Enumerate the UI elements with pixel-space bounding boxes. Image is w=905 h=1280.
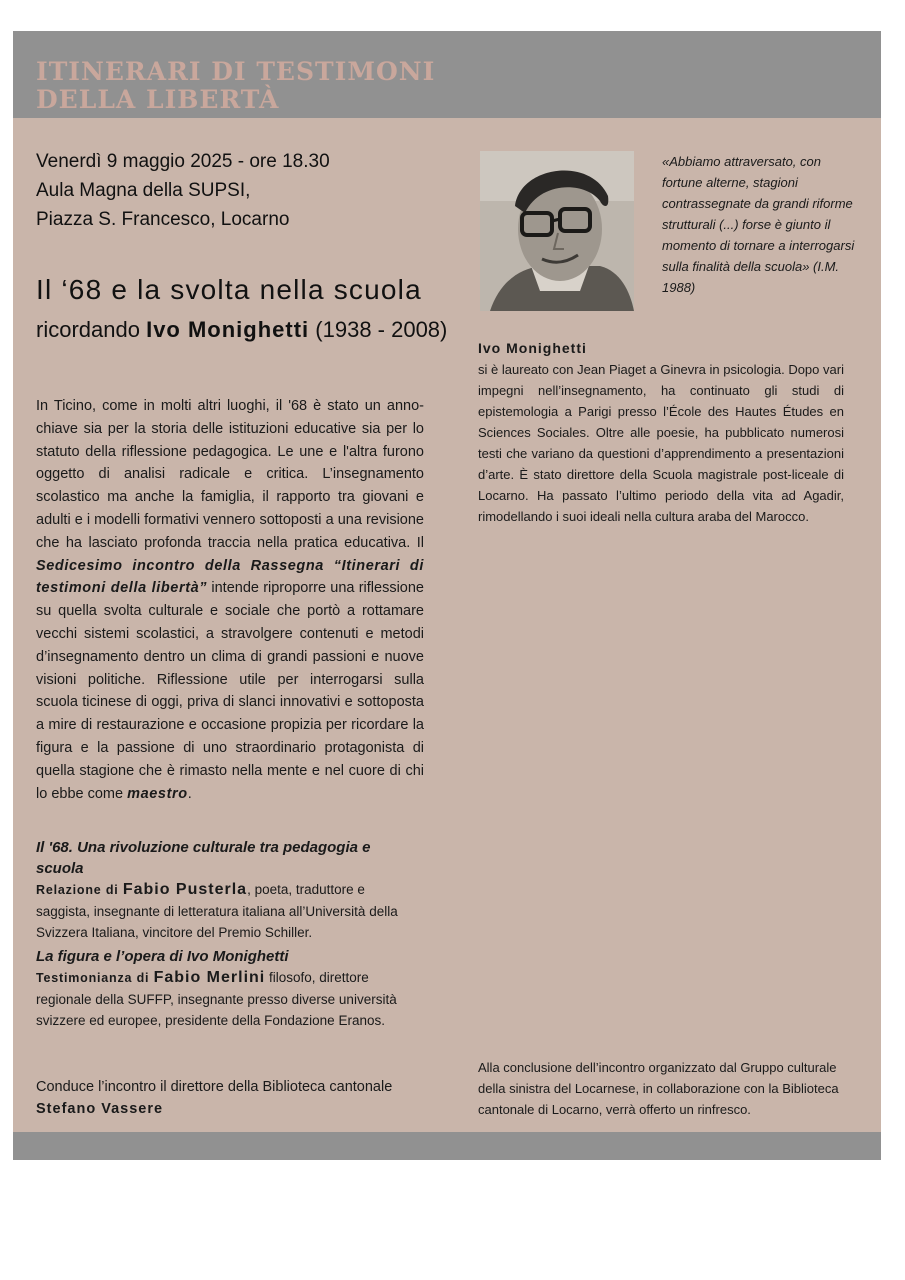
event-info: [36, 147, 330, 234]
talk-speaker: Fabio Pusterla: [122, 881, 248, 898]
talk-item: [36, 946, 416, 1031]
event-venue: Aula Magna della SUPSI,: [36, 180, 251, 201]
talk-speaker-description: filosofo, direttore regionale della SUFFP, insegnante presso diverse università svizzere ed europee, presidente della Fondazione Eranos.: [36, 970, 397, 1028]
series-title-line1: ITINERARI DI TESTIMONI: [36, 57, 436, 86]
talk-speaker-description: , poeta, traduttore e saggista, insegnante di letteratura italiana all’Università della Svizzera Italiana, vincitore del Premio Schiller.: [36, 882, 398, 940]
bio-name: Ivo Monighetti: [478, 340, 587, 356]
subtitle-name: Ivo Monighetti: [146, 317, 310, 342]
moderator-text: Conduce l’incontro il direttore della Biblioteca cantonale: [36, 1079, 393, 1095]
intro-text-2: intende riproporre una riflessione su quella svolta culturale e sociale che portò a rottamare vecchi sistemi scolastici, a stravolgere contenuti e metodi d’insegnamento dentro un clima di grandi passioni e nuove visioni politiche. Riflessione utile per interrogarsi sulla scuola ticinese di oggi, priva di slanci innovativi e sottoposta a mire di restaurazione e occasione propizia per ricordare la figura e la passione di uno straordinario protagonista di quella stagione che è rimasto nella mente e nel cuore di chi lo ebbe come: [36, 580, 424, 802]
talk-item: [36, 837, 416, 943]
event-date-time: Venerdì 9 maggio 2025 - ore 18.30: [36, 151, 330, 172]
intro-paragraph: [36, 395, 424, 805]
closing-note: Alla conclusione dell’incontro organizzato dal Gruppo culturale della sinistra del Locarnese, in collaborazione con la Biblioteca cantonale di Locarno, verrà offerto un rinfresco.: [478, 1060, 839, 1117]
talk-role: Testimonianza di: [36, 971, 154, 985]
main-title: Il ‘68 e la svolta nella scuola: [36, 274, 422, 305]
biography: [478, 337, 844, 527]
intro-emphasis-maestro: maestro: [127, 785, 188, 802]
talk-title: Il '68. Una rivoluzione culturale tra pedagogia e scuola: [36, 839, 371, 877]
talk-role: Relazione di: [36, 883, 123, 897]
quote-text: «Abbiamo attraversato, con fortune alterne, stagioni contrassegnate da grandi riforme strutturali (...) forse è giunto il momento di tornare a interrogarsi sulla finalità della scuola» (I.M. 1988): [662, 154, 855, 295]
portrait-photo: [480, 151, 634, 311]
event-address: Piazza S. Francesco, Locarno: [36, 209, 290, 230]
header-bar: [13, 31, 881, 118]
subtitle-prefix: ricordando: [36, 317, 147, 342]
subtitle-years: (1938 - 2008): [309, 317, 448, 342]
bio-text: si è laureato con Jean Piaget a Ginevra in psicologia. Dopo vari impegni nell’insegnamento, ha continuato gli studi di epistemologia a Parigi presso l’École des Hautes Études en Sciences Sociales. Oltre alle poesie, ha pubblicato numerosi testi che variano da questioni d’apprendimento a presentazioni d’arte. È stato direttore della Scuola magistrale post-liceale di Locarno. Ha passato l’ultimo periodo della vita ad Agadir, rimodellando i suoi ideali nella cultura araba del Marocco.: [478, 362, 844, 524]
footer-bar: [13, 1132, 881, 1160]
moderator-info: [36, 1076, 392, 1120]
intro-text-3: .: [187, 785, 192, 802]
subtitle: [36, 317, 447, 343]
talk-speaker: Fabio Merlini: [153, 969, 266, 986]
series-title-line2: DELLA LIBERTÀ: [36, 85, 280, 114]
intro-emphasis-series: Sedicesimo incontro della Rassegna “Itinerari di testimoni della libertà”: [36, 557, 424, 597]
poster: [13, 31, 881, 1160]
series-title: [36, 58, 435, 114]
moderator-name: Stefano Vassere: [36, 1101, 164, 1117]
talk-title: La figura e l’opera di Ivo Monighetti: [36, 948, 289, 965]
intro-text-1: In Ticino, come in molti altri luoghi, il '68 è stato un anno-chiave sia per la storia delle istituzioni educative sia per lo statuto della riflessione pedagogica. Le une e l'altra furono oggetto di analisi radicale e critica. L’insegnamento scolastico ma anche la famiglia, il rapporto tra giovani e adulti e i modelli formativi vennero sottoposti a una revisione che ha lasciato profonda traccia nella pratica educativa. Il: [36, 398, 424, 551]
